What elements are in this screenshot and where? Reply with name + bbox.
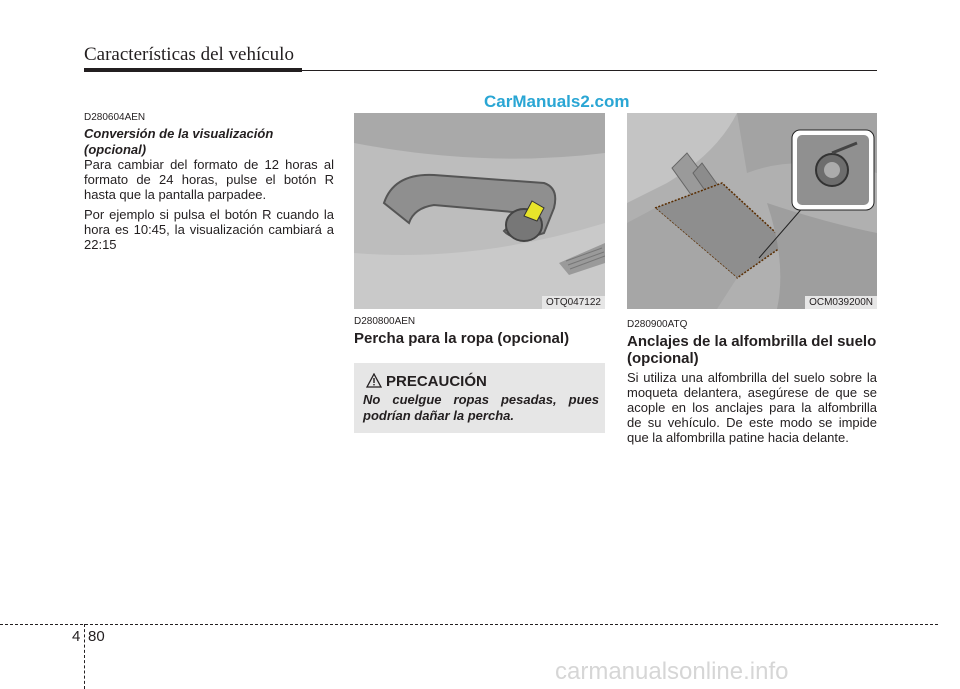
caution-title: PRECAUCIÓN (386, 373, 487, 390)
section-code-display: D280604AEN (84, 112, 146, 123)
paragraph: Para cambiar del formato de 12 horas al formato de 24 horas, pulse el botón R hasta que la pantalla parpadee. (84, 157, 334, 202)
section-number: 4 (72, 628, 81, 645)
image-code-label: OCM039200N (805, 296, 877, 309)
section-code-hanger: D280800AEN (354, 316, 416, 327)
subheading-display-conversion: Conversión de la visualización (opcional) (84, 126, 274, 157)
watermark-link-bottom[interactable]: carmanualsonline.info (555, 658, 789, 685)
warning-triangle-icon (366, 373, 382, 388)
floor-mat-paragraph: Si utiliza una alfombrilla del suelo sobre la moqueta delantera, asegúrese de que se acople en los anclajes para la alfombrilla de su vehículo. De este modo se impide que la alfombrilla patine hacia delante. (627, 370, 877, 445)
section-code-floor-mat: D280900ATQ (627, 319, 688, 330)
coat-hook-image (354, 113, 605, 309)
header-rule-accent (84, 68, 302, 72)
body-text-display (84, 157, 334, 257)
heading-coat-hanger: Percha para la ropa (opcional) (354, 330, 570, 347)
footer-divider (84, 624, 85, 689)
paragraph: Por ejemplo si pulsa el botón R cuando la hora es 10:45, la visualización cambiará a 22:15 (84, 207, 334, 252)
floor-mat-anchor-image (627, 113, 877, 309)
image-code-label: OTQ047122 (542, 296, 605, 309)
page-number: 80 (88, 628, 105, 645)
caution-box (354, 363, 605, 433)
footer-rule (0, 624, 938, 625)
caution-text: No cuelgue ropas pesadas, pues podrían dañar la percha. (363, 392, 599, 423)
watermark-link-top[interactable]: CarManuals2.com (484, 92, 630, 111)
floor-mat-illustration (627, 113, 877, 309)
page-header-title: Características del vehículo (84, 44, 294, 65)
heading-floor-mat-anchors: Anclajes de la alfombrilla del suelo (opcional) (627, 333, 877, 367)
coat-hook-illustration (354, 113, 605, 309)
